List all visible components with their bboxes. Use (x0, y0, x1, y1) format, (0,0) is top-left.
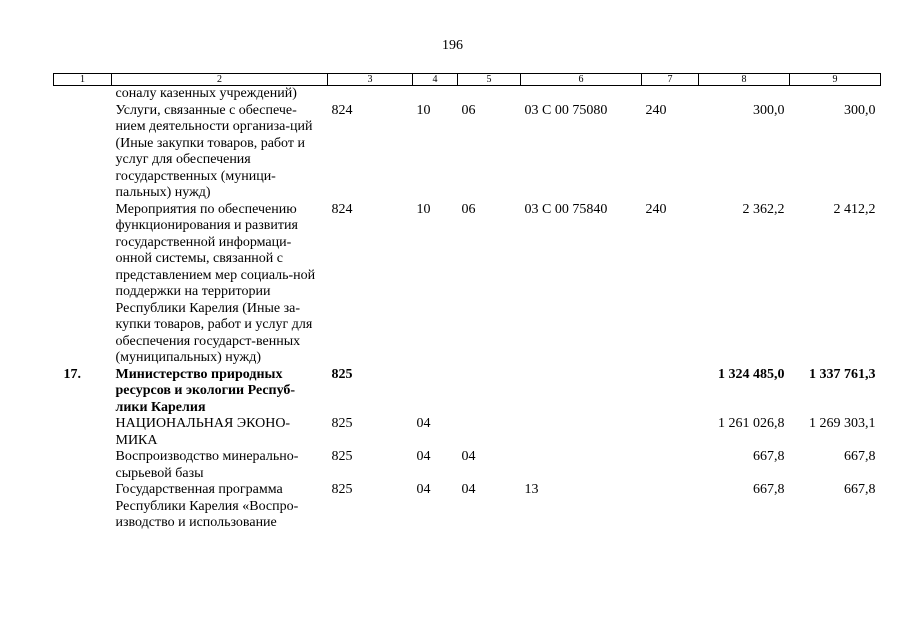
table-header (54, 74, 881, 86)
section-code: 04 (416, 416, 431, 431)
amount-col9 (790, 86, 881, 103)
subsection-code: 06 (461, 102, 476, 118)
column-header: 2 (112, 74, 328, 86)
amount-col8: 667,8 (753, 449, 785, 464)
column-header: 8 (699, 74, 790, 86)
expense-type-code (642, 416, 699, 449)
target-item-code (521, 367, 642, 417)
subsection-code (458, 416, 521, 449)
amount-col9: 1 337 761,3 (809, 366, 876, 382)
section-code (413, 86, 458, 103)
column-header: 5 (458, 74, 521, 86)
table-row (54, 482, 881, 532)
amount-col8: 2 362,2 (742, 201, 785, 217)
row-name: соналу казенных учреждений) (115, 86, 297, 101)
row-number (54, 103, 112, 202)
subsection-code: 04 (461, 482, 476, 497)
ministry-code: 825 (331, 366, 353, 382)
column-number-row (54, 74, 881, 86)
expense-type-code (642, 449, 699, 482)
column-header: 3 (328, 74, 413, 86)
amount-col8 (699, 86, 790, 103)
subsection-code: 06 (461, 201, 476, 217)
row-name: Воспроизводство минерально-сырьевой базы (115, 449, 299, 481)
table-row (54, 367, 881, 417)
amount-col9: 667,8 (844, 449, 876, 464)
row-name: Мероприятия по обеспечению функционирования и развития государственной информаци-онной системы, связанной с представлением мер социаль-ной поддержки на территории Республики Карелия (Иные за-купки товаров, работ и услуг для обеспечения государст-венных (муниципальных) нужд) (115, 201, 316, 365)
amount-col8: 1 261 026,8 (718, 416, 785, 431)
table-body (54, 86, 881, 532)
table-row (54, 449, 881, 482)
row-name: НАЦИОНАЛЬНАЯ ЭКОНО-МИКА (115, 416, 291, 448)
target-item-code: 03 С 00 75080 (524, 102, 608, 118)
row-name: Государственная программа Республики Карелия «Воспро-изводство и использование (115, 482, 299, 530)
expense-type-code (642, 482, 699, 532)
budget-table (53, 73, 881, 532)
expense-type-code (642, 367, 699, 417)
target-item-code: 13 (524, 482, 539, 497)
column-header: 9 (790, 74, 881, 86)
subsection-code (458, 86, 521, 103)
row-number (54, 86, 112, 103)
row-number (54, 202, 112, 367)
section-code: 10 (416, 201, 431, 217)
table-row (54, 86, 881, 103)
ministry-code: 824 (331, 201, 353, 217)
amount-col8: 1 324 485,0 (718, 366, 785, 382)
amount-col9: 300,0 (844, 102, 876, 118)
row-number (54, 449, 112, 482)
amount-col8: 300,0 (753, 102, 785, 118)
row-number: 17. (63, 366, 81, 382)
column-header: 6 (521, 74, 642, 86)
subsection-code (458, 367, 521, 417)
row-name: Услуги, связанные с обеспече-нием деятельности организа-ций (Иные закупки товаров, работ и услуг для обеспечения государственных (муници-пальных) нужд) (115, 102, 313, 200)
column-header: 1 (54, 74, 112, 86)
section-code (413, 367, 458, 417)
expense-type-code: 240 (645, 102, 667, 118)
target-item-code: 03 С 00 75840 (524, 201, 608, 217)
column-header: 4 (413, 74, 458, 86)
ministry-code: 825 (331, 482, 353, 497)
table-row (54, 202, 881, 367)
ministry-code: 825 (331, 449, 353, 464)
section-code: 10 (416, 102, 431, 118)
page-number: 196 (442, 38, 463, 53)
table-row (54, 103, 881, 202)
target-item-code (521, 86, 642, 103)
column-header: 7 (642, 74, 699, 86)
section-code: 04 (416, 482, 431, 497)
row-name: Министерство природных ресурсов и экологии Респуб-лики Карелия (115, 366, 296, 415)
amount-col9: 667,8 (844, 482, 876, 497)
row-number (54, 482, 112, 532)
expense-type-code (642, 86, 699, 103)
table-row (54, 416, 881, 449)
ministry-code (328, 86, 413, 103)
row-number (54, 416, 112, 449)
amount-col8: 667,8 (753, 482, 785, 497)
amount-col9: 1 269 303,1 (809, 416, 876, 431)
ministry-code: 824 (331, 102, 353, 118)
amount-col9: 2 412,2 (833, 201, 876, 217)
target-item-code (521, 416, 642, 449)
section-code: 04 (416, 449, 431, 464)
subsection-code: 04 (461, 449, 476, 464)
target-item-code (521, 449, 642, 482)
expense-type-code: 240 (645, 201, 667, 217)
ministry-code: 825 (331, 416, 353, 431)
